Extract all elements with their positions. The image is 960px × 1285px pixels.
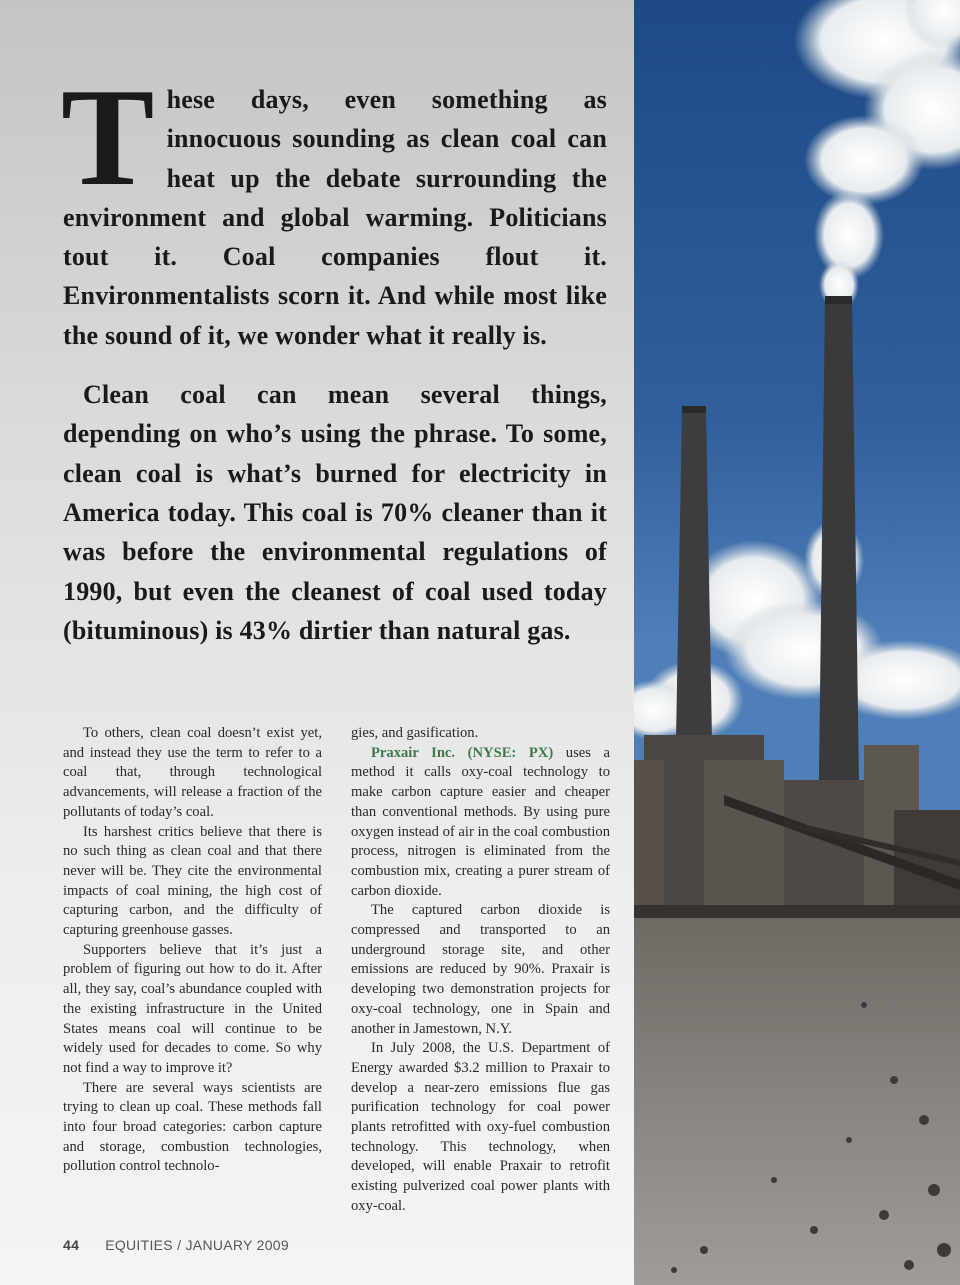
power-plant-photo [634,0,960,1285]
publication-name: EQUITIES / JANUARY 2009 [105,1237,289,1253]
body-paragraph-continued: gies, and gasification. [351,725,479,741]
smokestack-illustration [634,0,960,1285]
page-number: 44 [63,1237,80,1253]
page-footer [63,1237,289,1253]
lead-paragraph-2: Clean coal can mean several things, depending on who’s using the phrase. To some, clean coal is what’s burned for electricity in America today. This coal is 70% cleaner than it was before the environmental regulations of 1990, but even the cleanest of coal used today (bituminous) is 43% dirtier than natural gas. [63,380,607,645]
lead-text [61,60,607,650]
body-paragraph: To others, clean coal doesn’t exist yet, and instead they use the term to refer to a coal that, through technological advancements, will release a fraction of the pollutants of today’s coal. [63,725,322,820]
body-paragraph [351,744,610,902]
body-paragraph: There are several ways scientists are trying to clean up coal. These methods fall into four broad categories: carbon capture and storage, combustion technologies, pollution control technolo- [63,1079,322,1175]
body-paragraph: Its harshest critics believe that there is no such thing as clean coal and that there never will be. They cite the environmental impacts of coal mining, the high cost of capturing carbon, and the difficulty of capturing greenhouse gasses. [63,823,322,939]
body-paragraph: Supporters believe that it’s just a problem of figuring out how to do it. After all, they say, coal’s abundance coupled with the existing infrastructure in the United States means coal will continue to be widely used for decades to come. So why not find a way to improve it? [63,941,322,1076]
body-paragraph-text: uses a method it calls oxy-coal technology to make carbon capture easier and cheaper than conventional methods. By using pure oxygen instead of air in the coal combustion process, nitrogen is eliminated from the combustion mix, creating a purer stream of carbon dioxide. [351,744,610,899]
body-paragraph: In July 2008, the U.S. Department of Energy awarded $3.2 million to Praxair to develop a near-zero emissions flue gas purification technology for coal power plants retrofitted with oxy-fuel combustion technology. This technology, when developed, will enable Praxair to retrofit existing pulverized coal power plants with oxy-coal. [351,1040,610,1214]
lead-paragraph-1-text: hese days, even something as innocuous sounding as clean coal can heat up the debate surrounding the environment and global warming. Politicians tout it. Coal companies flout it. Environmentalists scorn it. And while most like the sound of it, we wonder what it really is. [63,85,607,350]
lead-paragraph-1 [61,60,607,355]
drop-cap: T [61,60,155,215]
body-paragraph: The captured carbon dioxide is compressed and transported to an underground storage site, and other emissions are reduced by 90%. Praxair is developing two demonstration projects for oxy-coal technology, one in Spain and another in Jamestown, N.Y. [351,902,610,1037]
body-column-1 [63,724,322,1177]
company-ticker: Praxair Inc. (NYSE: PX) [371,744,554,761]
body-column-2 [351,724,610,1217]
